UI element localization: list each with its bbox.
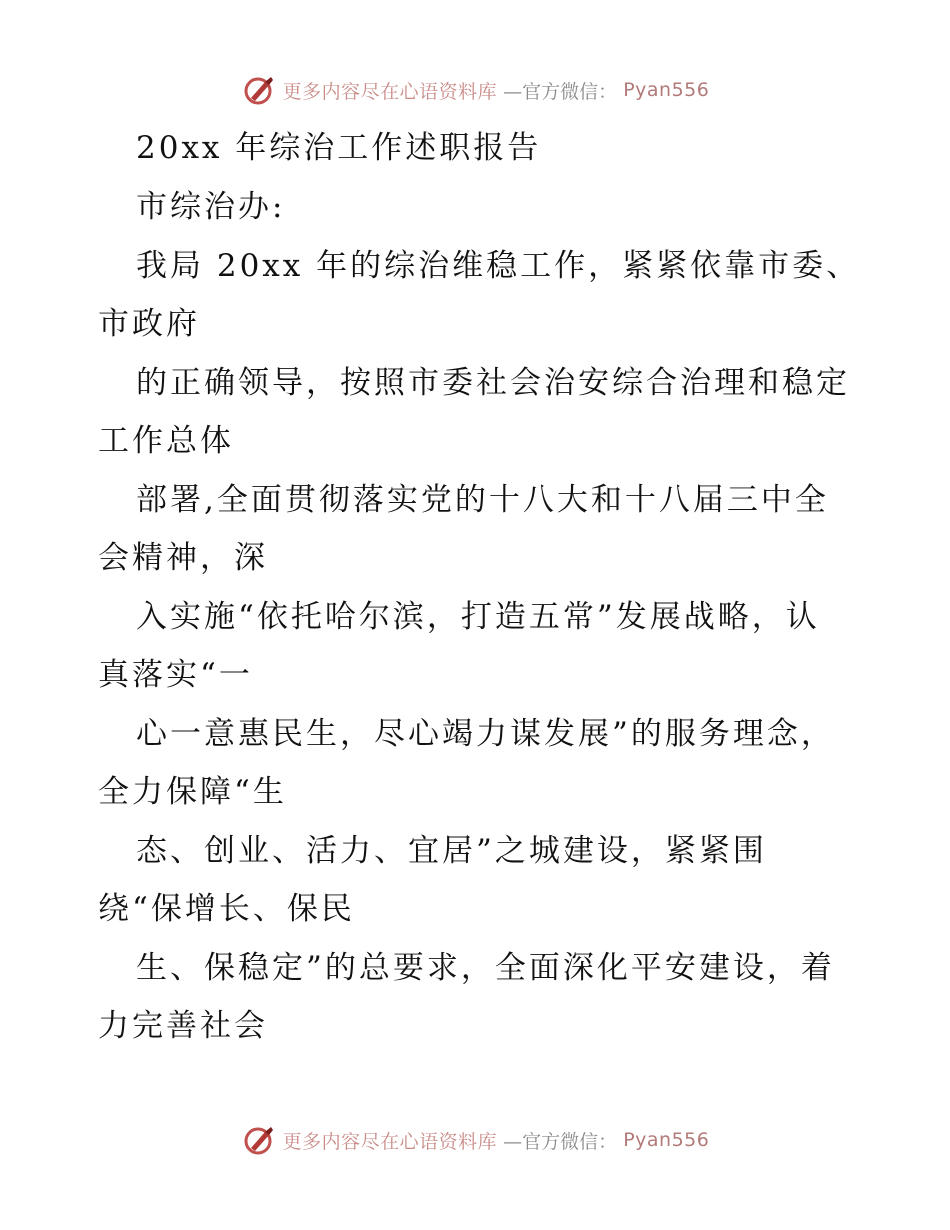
paragraph-line: 力完善社会	[98, 1008, 268, 1044]
paragraph-line: 生、保稳定”的总要求，全面深化平安建设，着	[136, 950, 835, 986]
document-title: 20xx 年综治工作述职报告	[136, 130, 542, 166]
watermark-handle: Pyan556	[623, 79, 710, 101]
salutation: 市综治办:	[136, 189, 286, 225]
paragraph-line: 我局 20xx 年的综治维稳工作，紧紧依靠市委、	[136, 248, 861, 284]
watermark-text: 更多内容尽在心语资料库	[282, 1130, 498, 1153]
watermark-separator: —官方微信：	[503, 1130, 618, 1153]
paragraph-line: 真落实“一	[98, 657, 253, 693]
footer-watermark	[0, 1120, 950, 1160]
paragraph-line: 全力保障“生	[98, 774, 287, 810]
header-watermark	[0, 70, 950, 110]
paragraph-line: 会精神，深	[98, 540, 268, 576]
paragraph-line: 部署,全面贯彻落实党的十八大和十八届三中全	[136, 482, 829, 518]
paragraph-line: 入实施“依托哈尔滨，打造五常”发展战略，认	[136, 599, 820, 635]
watermark-handle: Pyan556	[623, 1129, 710, 1151]
paragraph-line: 绕“保增长、保民	[98, 891, 355, 927]
pen-nib-circle-icon	[241, 72, 277, 108]
paragraph-line: 市政府	[98, 306, 200, 342]
paragraph-line: 工作总体	[98, 423, 234, 459]
pen-nib-circle-icon	[241, 1122, 277, 1158]
paragraph-line: 心一意惠民生，尽心竭力谋发展”的服务理念，	[136, 716, 835, 752]
paragraph-line: 态、创业、活力、宜居”之城建设，紧紧围	[136, 833, 767, 869]
watermark-separator: —官方微信：	[503, 80, 618, 103]
watermark-text: 更多内容尽在心语资料库	[282, 80, 498, 103]
paragraph-line: 的正确领导，按照市委社会治安综合治理和稳定	[136, 365, 850, 401]
